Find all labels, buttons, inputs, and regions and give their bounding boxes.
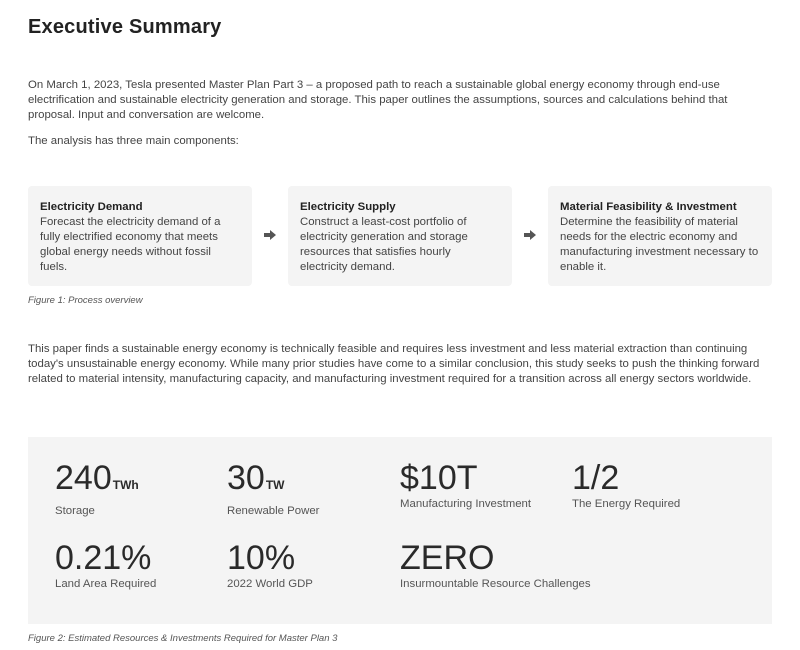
stat-value: 0.21%	[55, 539, 152, 577]
stat-storage	[55, 459, 139, 519]
stat-value: ZERO	[400, 539, 495, 577]
stat-value	[227, 459, 319, 504]
stat-unit: TWh	[112, 478, 139, 492]
stat-label: 2022 World GDP	[227, 578, 313, 590]
stat-land-area	[55, 539, 156, 592]
process-card-desc: Construct a least-cost portfolio of electricity generation and storage resources that satisfies hourly electricity demand.	[300, 216, 468, 273]
stat-value: 10%	[227, 539, 296, 577]
stat-value	[55, 459, 139, 504]
process-overview	[28, 186, 772, 286]
right-arrow-icon	[264, 230, 276, 240]
stat-unit: TW	[265, 478, 285, 492]
process-card-electricity-supply	[288, 186, 512, 286]
stat-renewable-power	[227, 459, 319, 519]
stat-label: Insurmountable Resource Challenges	[400, 578, 591, 590]
process-card-desc: Determine the feasibility of material needs for the electric economy and manufacturing investment necessary to enable it.	[560, 216, 759, 273]
figure-2-caption: Figure 2: Estimated Resources & Investments Required for Master Plan 3	[28, 633, 338, 644]
stat-manufacturing-investment	[400, 459, 531, 512]
page-title: Executive Summary	[28, 16, 222, 38]
stat-label: Storage	[55, 505, 95, 517]
stat-value: 1/2	[572, 459, 620, 497]
stat-label: Renewable Power	[227, 505, 320, 517]
stat-label: Land Area Required	[55, 578, 157, 590]
right-arrow-icon	[524, 230, 536, 240]
stats-panel	[28, 437, 772, 624]
process-card-title: Electricity Supply	[300, 201, 396, 213]
stat-number: 240	[55, 459, 112, 497]
intro-paragraph: On March 1, 2023, Tesla presented Master Plan Part 3 – a proposed path to reach a sustainable global energy economy through end-use electrification and sustainable electricity generation and storage. This paper outlines the assumptions, sources and calculations behind that proposal. Input and conversation are welcome.	[28, 79, 728, 121]
stat-world-gdp	[227, 539, 313, 592]
stat-value: $10T	[400, 459, 478, 497]
findings-paragraph: This paper finds a sustainable energy economy is technically feasible and requires less investment and less material extraction than continuing today's unsustainable energy economy. While many prior studies have come to a similar conclusion, this study seeks to push the thinking forward related to material intensity, manufacturing capacity, and manufacturing investment required for a transition across all energy sectors worldwide.	[28, 343, 760, 385]
stat-energy-required	[572, 459, 680, 512]
stat-label: The Energy Required	[572, 498, 681, 510]
process-card-desc: Forecast the electricity demand of a fully electrified economy that meets global energy needs without fossil fuels.	[40, 216, 221, 273]
process-card-title: Electricity Demand	[40, 201, 143, 213]
components-intro: The analysis has three main components:	[28, 135, 239, 147]
process-card-electricity-demand	[28, 186, 252, 286]
stat-number: 30	[227, 459, 265, 497]
stat-label: Manufacturing Investment	[400, 498, 532, 510]
process-card-material-feasibility	[548, 186, 772, 286]
stat-resource-challenges	[400, 539, 591, 592]
figure-1-caption: Figure 1: Process overview	[28, 295, 143, 306]
process-card-title: Material Feasibility & Investment	[560, 201, 737, 213]
